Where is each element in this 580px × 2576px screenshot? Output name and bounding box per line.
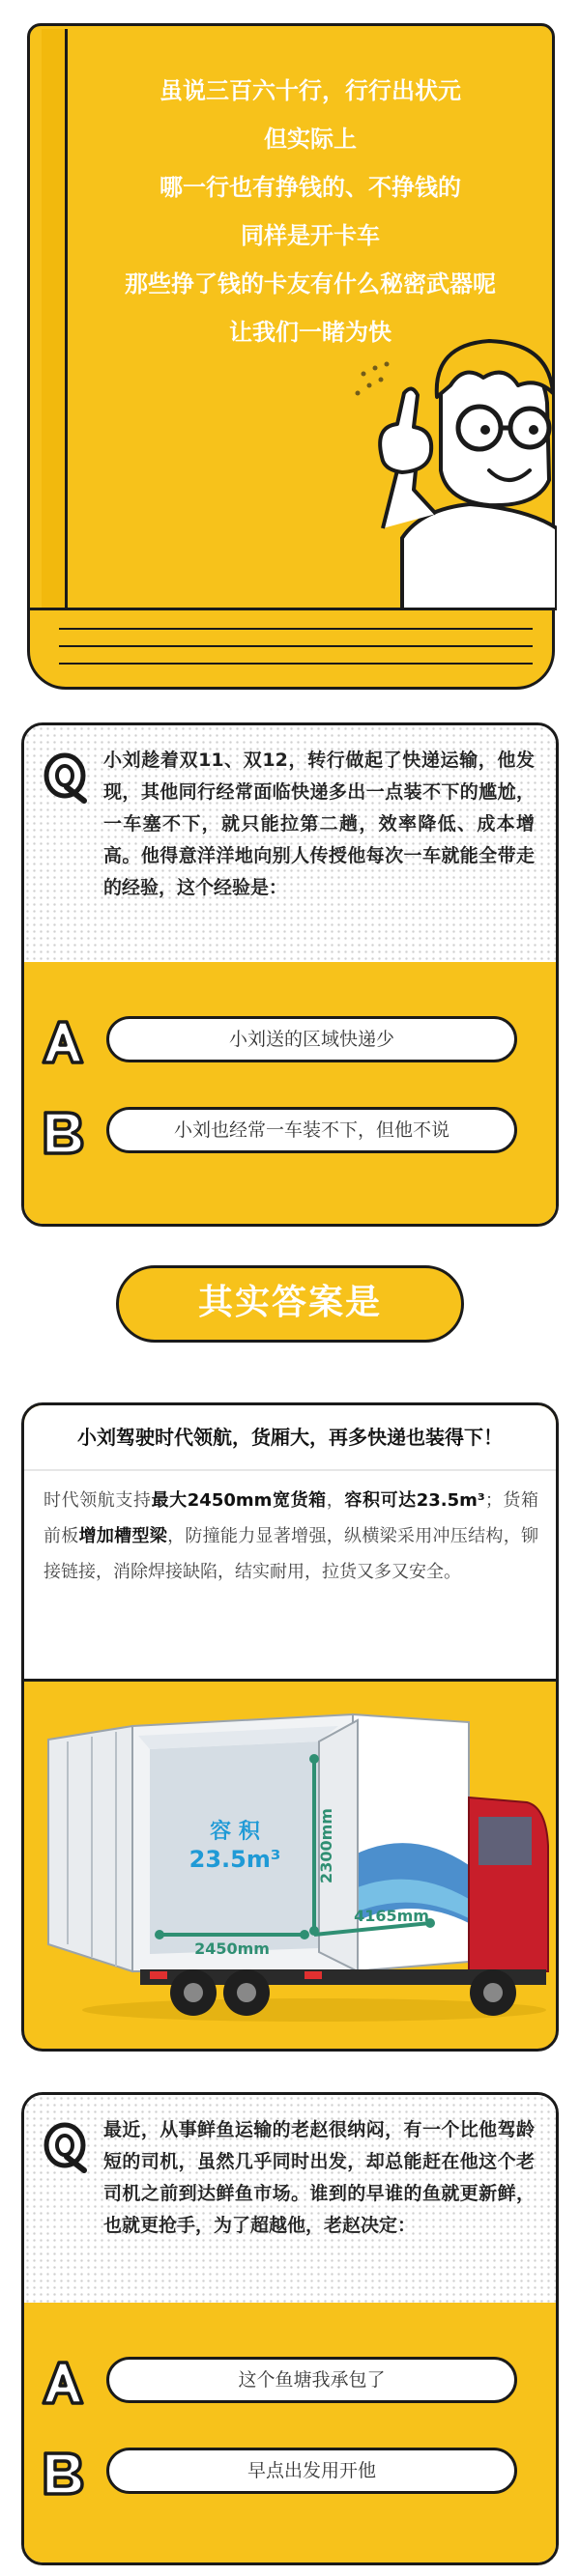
quiz-card-2 — [21, 2092, 559, 2565]
height-label: 2300mm — [317, 1808, 335, 1883]
option-b-letter-icon — [40, 2449, 84, 2498]
intro-book — [27, 23, 555, 699]
answer-reveal-banner: 其实答案是 — [116, 1265, 464, 1343]
truck-illustration — [24, 1682, 556, 2052]
option-b-letter-icon — [40, 1109, 84, 1157]
option-b-button[interactable]: 早点出发用开他 — [106, 2448, 517, 2494]
option-b-button[interactable]: 小刘也经常一车装不下，但他不说 — [106, 1107, 517, 1153]
intro-line-2: 但实际上 — [264, 125, 357, 153]
option-a-button[interactable]: 小刘送的区域快递少 — [106, 1016, 517, 1062]
intro-line-3: 哪一行也有挣钱的、不挣钱的 — [160, 173, 461, 201]
book-pages — [27, 608, 555, 690]
answer-headline: 小刘驾驶时代领航，货厢大，再多快递也装得下！ — [24, 1405, 556, 1471]
intro-line-5: 那些挣了钱的卡友有什么秘密武器呢 — [125, 269, 496, 297]
width-label: 2450mm — [194, 1939, 270, 1958]
intro-text — [69, 67, 552, 356]
answer-body-text: ，防撞能力显著增强，纵横梁采用冲压结构，铆接链接，消除焊接缺陷，结实耐用，拉货又多又安全。 — [44, 1526, 539, 1582]
option-a-letter-icon — [40, 2359, 84, 2407]
answer-body-highlight: 最大2450mm宽货箱 — [151, 1490, 327, 1511]
answer-body-text: 时代领航支持 — [44, 1490, 152, 1511]
answer-body-highlight: 增加槽型梁 — [78, 1526, 168, 1546]
q-letter-icon — [42, 750, 88, 805]
quiz-options-panel — [24, 962, 556, 1224]
quiz-question-text: 小刘趁着双11、双12，转行做起了快递运输，他发现，其他同行经常面临快递多出一点装不下的尴尬，一车塞不下，就只能拉第二趟，效率降低、成本增高。他得意洋洋地向别人传授他每次一车就能全带走的经验，这个经验是： — [103, 750, 535, 898]
answer-body — [44, 1483, 538, 1590]
book-spine — [42, 29, 68, 612]
volume-label: 容 积 — [210, 1820, 260, 1844]
answer-text-panel — [24, 1405, 556, 1682]
cartoon-man-illustration — [344, 335, 557, 610]
truck-image — [24, 1682, 556, 2052]
book-cover — [27, 23, 555, 612]
quiz-question-text: 最近，从事鲜鱼运输的老赵很纳闷，有一个比他驾龄短的司机，虽然几乎同时出发，却总能赶在他这个老司机之前到达鲜鱼市场。谁到的早谁的鱼就更新鲜，也就更抢手，为了超越他，老赵决定： — [103, 2119, 535, 2236]
q-letter-icon — [42, 2120, 88, 2174]
option-a-button[interactable]: 这个鱼塘我承包了 — [106, 2357, 517, 2403]
length-label: 4165mm — [354, 1907, 429, 1925]
quiz-card-1 — [21, 722, 559, 1227]
answer-body-text: ， — [326, 1490, 345, 1511]
quiz-question-panel — [24, 2095, 556, 2308]
intro-line-4: 同样是开卡车 — [241, 221, 380, 249]
answer-body-highlight: 容积可达23.5m³ — [344, 1490, 485, 1511]
quiz-question-panel — [24, 725, 556, 968]
answer-body-text: ；货箱前板 — [44, 1490, 539, 1546]
volume-value: 23.5m³ — [188, 1846, 281, 1873]
answer-card — [21, 1402, 559, 2052]
option-a-letter-icon — [40, 1018, 84, 1066]
quiz-options-panel — [24, 2303, 556, 2562]
intro-line-1: 虽说三百六十行，行行出状元 — [160, 76, 461, 104]
intro-line-6: 让我们一睹为快 — [229, 318, 392, 346]
